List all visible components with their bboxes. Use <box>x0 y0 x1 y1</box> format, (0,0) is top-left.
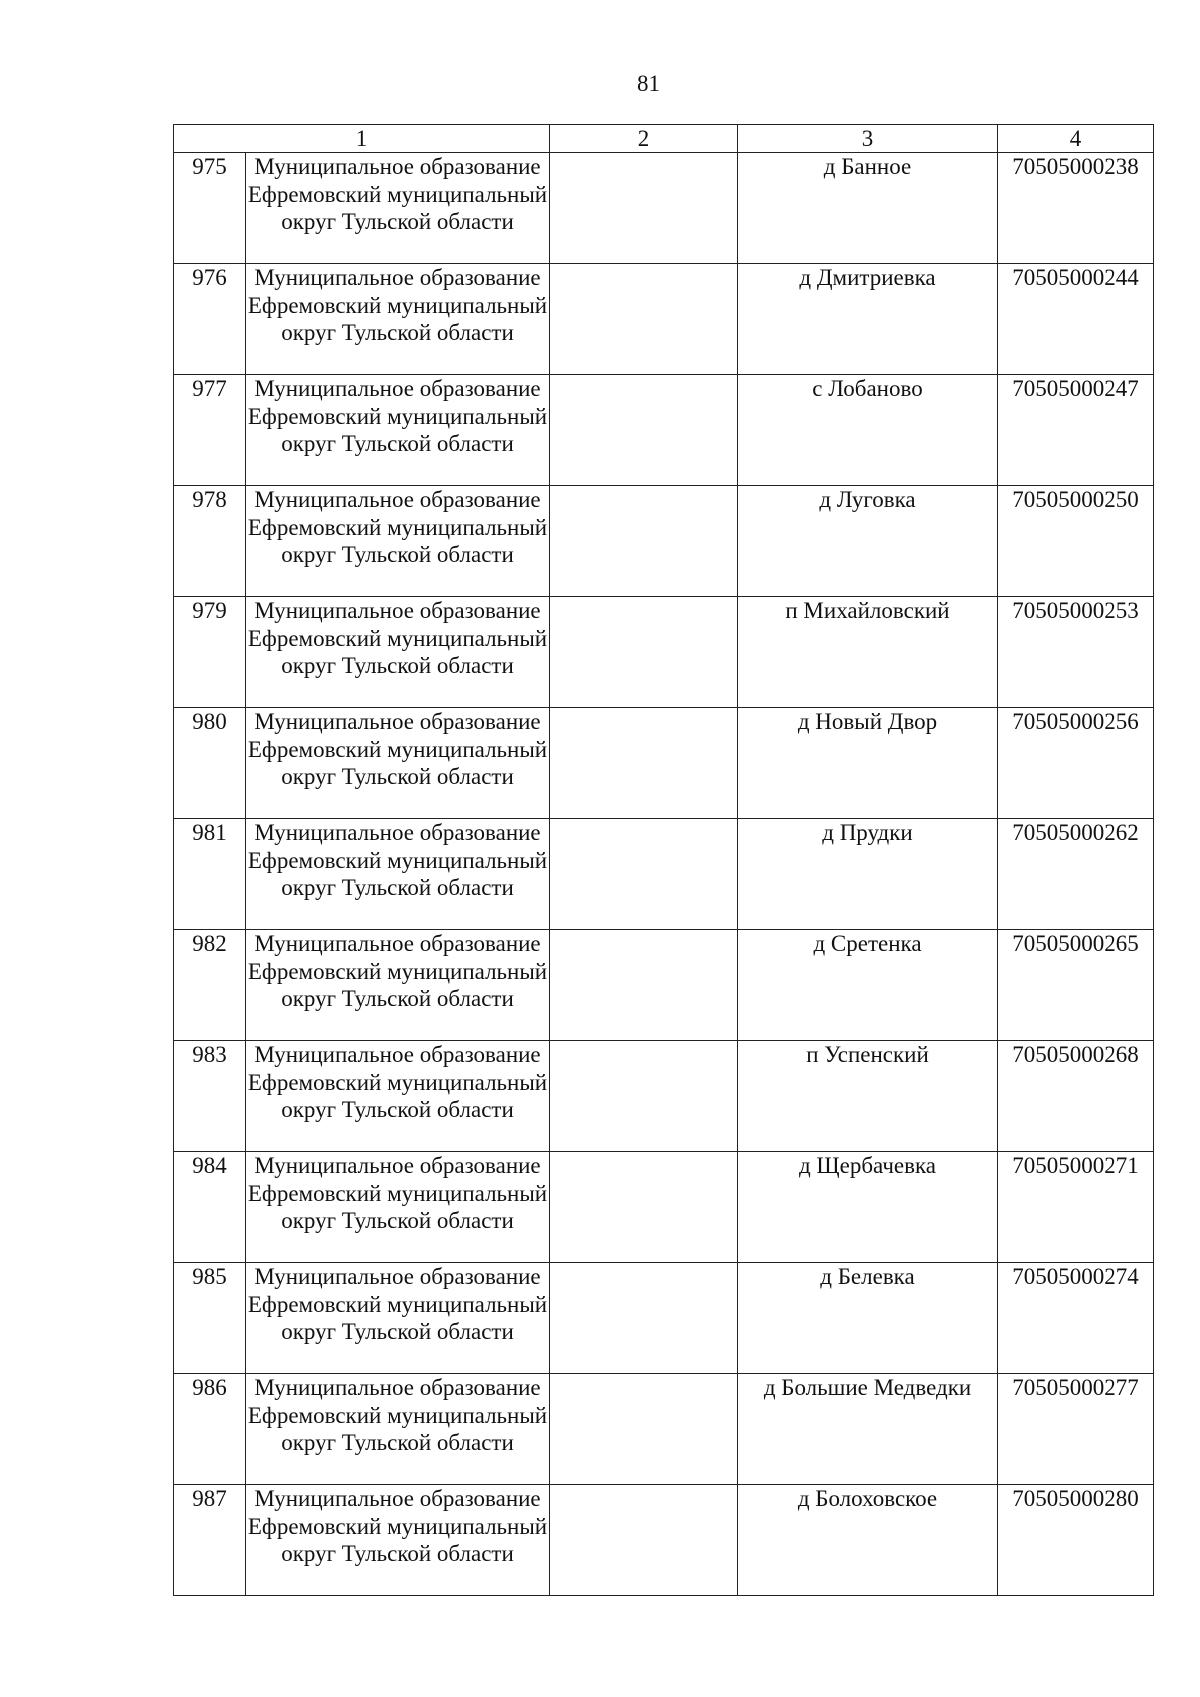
row-number: 981 <box>174 819 246 930</box>
oktmo-code: 70505000274 <box>998 1263 1154 1374</box>
oktmo-code: 70505000238 <box>998 153 1154 264</box>
column-2-cell <box>550 1374 738 1485</box>
municipality-name: Муниципальное образование Ефремовский муниципальный округ Тульской области <box>246 1485 550 1596</box>
oktmo-code: 70505000268 <box>998 1041 1154 1152</box>
oktmo-code: 70505000280 <box>998 1485 1154 1596</box>
table-row <box>174 1263 1154 1374</box>
municipality-name: Муниципальное образование Ефремовский муниципальный округ Тульской области <box>246 1041 550 1152</box>
column-header-1: 1 <box>174 125 550 153</box>
column-2-cell <box>550 819 738 930</box>
oktmo-code: 70505000256 <box>998 708 1154 819</box>
settlement-name: д Белевка <box>738 1263 998 1374</box>
row-number: 985 <box>174 1263 246 1374</box>
municipality-name: Муниципальное образование Ефремовский муниципальный округ Тульской области <box>246 597 550 708</box>
settlement-name: с Лобаново <box>738 375 998 486</box>
row-number: 982 <box>174 930 246 1041</box>
row-number: 975 <box>174 153 246 264</box>
settlement-name: д Банное <box>738 153 998 264</box>
column-2-cell <box>550 1263 738 1374</box>
municipality-name: Муниципальное образование Ефремовский муниципальный округ Тульской области <box>246 153 550 264</box>
page-number: 81 <box>637 71 660 96</box>
municipality-name: Муниципальное образование Ефремовский муниципальный округ Тульской области <box>246 930 550 1041</box>
settlement-name: д Дмитриевка <box>738 264 998 375</box>
column-2-cell <box>550 597 738 708</box>
column-2-cell <box>550 153 738 264</box>
oktmo-code: 70505000250 <box>998 486 1154 597</box>
oktmo-code: 70505000244 <box>998 264 1154 375</box>
row-number: 983 <box>174 1041 246 1152</box>
table-body <box>174 125 1154 1596</box>
table-row <box>174 819 1154 930</box>
column-2-cell <box>550 264 738 375</box>
settlement-name: п Успенский <box>738 1041 998 1152</box>
table-row <box>174 1485 1154 1596</box>
settlement-name: п Михайловский <box>738 597 998 708</box>
column-2-cell <box>550 1041 738 1152</box>
oktmo-code: 70505000247 <box>998 375 1154 486</box>
column-2-cell <box>550 930 738 1041</box>
settlement-name: д Болоховское <box>738 1485 998 1596</box>
oktmo-code: 70505000265 <box>998 930 1154 1041</box>
table-row <box>174 930 1154 1041</box>
oktmo-code: 70505000271 <box>998 1152 1154 1263</box>
row-number: 986 <box>174 1374 246 1485</box>
table-row <box>174 597 1154 708</box>
column-header-2: 2 <box>550 125 738 153</box>
table-row <box>174 486 1154 597</box>
settlement-name: д Щербачевка <box>738 1152 998 1263</box>
column-2-cell <box>550 708 738 819</box>
municipality-name: Муниципальное образование Ефремовский муниципальный округ Тульской области <box>246 1152 550 1263</box>
settlement-name: д Сретенка <box>738 930 998 1041</box>
municipality-name: Муниципальное образование Ефремовский муниципальный округ Тульской области <box>246 819 550 930</box>
municipal-table <box>173 124 1154 1596</box>
settlement-name: д Луговка <box>738 486 998 597</box>
municipality-name: Муниципальное образование Ефремовский муниципальный округ Тульской области <box>246 264 550 375</box>
row-number: 979 <box>174 597 246 708</box>
row-number: 987 <box>174 1485 246 1596</box>
table-row <box>174 264 1154 375</box>
oktmo-code: 70505000277 <box>998 1374 1154 1485</box>
settlement-name: д Новый Двор <box>738 708 998 819</box>
municipality-name: Муниципальное образование Ефремовский муниципальный округ Тульской области <box>246 708 550 819</box>
header-row <box>174 125 1154 153</box>
column-header-3: 3 <box>738 125 998 153</box>
table-row <box>174 1374 1154 1485</box>
table-row <box>174 1041 1154 1152</box>
oktmo-code: 70505000253 <box>998 597 1154 708</box>
settlement-name: д Прудки <box>738 819 998 930</box>
table-row <box>174 708 1154 819</box>
column-header-4: 4 <box>998 125 1154 153</box>
oktmo-code: 70505000262 <box>998 819 1154 930</box>
column-2-cell <box>550 486 738 597</box>
municipality-name: Муниципальное образование Ефремовский муниципальный округ Тульской области <box>246 1263 550 1374</box>
municipality-name: Муниципальное образование Ефремовский муниципальный округ Тульской области <box>246 1374 550 1485</box>
row-number: 976 <box>174 264 246 375</box>
column-2-cell <box>550 375 738 486</box>
table-row <box>174 153 1154 264</box>
row-number: 980 <box>174 708 246 819</box>
row-number: 978 <box>174 486 246 597</box>
row-number: 977 <box>174 375 246 486</box>
row-number: 984 <box>174 1152 246 1263</box>
municipality-name: Муниципальное образование Ефремовский муниципальный округ Тульской области <box>246 375 550 486</box>
column-2-cell <box>550 1485 738 1596</box>
table-row <box>174 1152 1154 1263</box>
table-row <box>174 375 1154 486</box>
municipality-name: Муниципальное образование Ефремовский муниципальный округ Тульской области <box>246 486 550 597</box>
settlement-name: д Большие Медведки <box>738 1374 998 1485</box>
column-2-cell <box>550 1152 738 1263</box>
